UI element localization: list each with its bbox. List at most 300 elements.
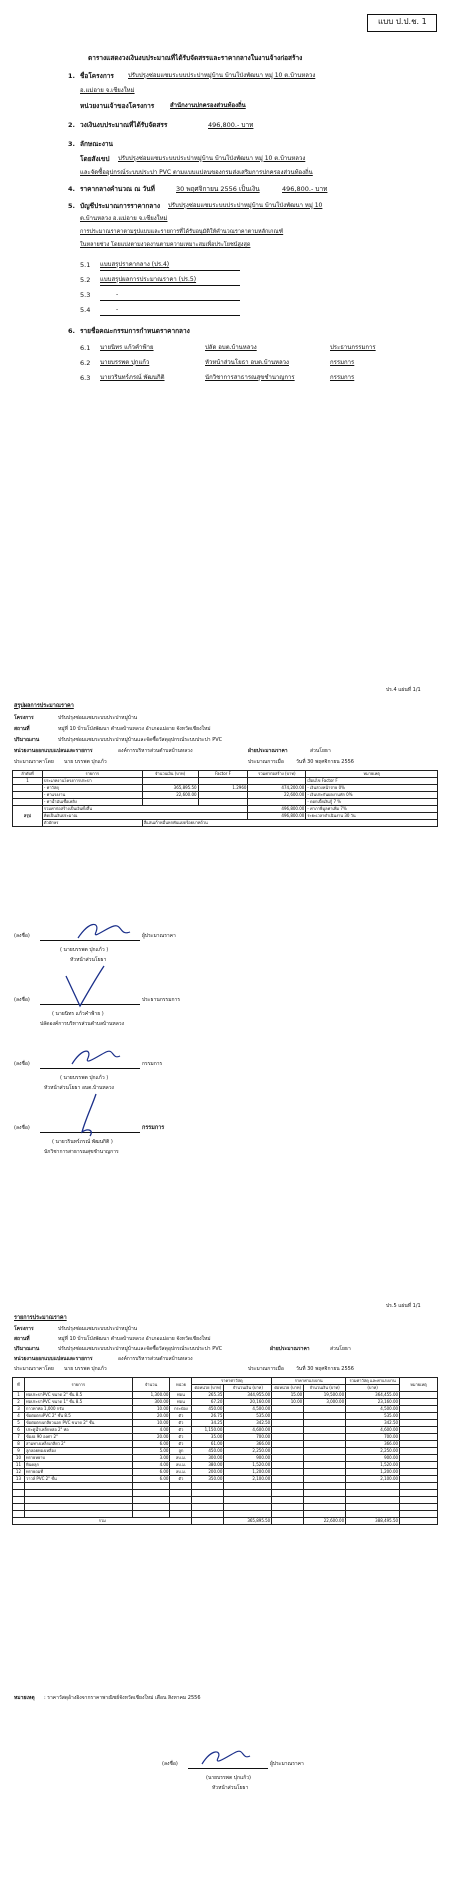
table-cell: [192, 1511, 224, 1518]
table-cell: 344,955.00: [224, 1392, 272, 1399]
item-5-1-label: 5.1: [80, 261, 91, 269]
p2-cell: - ค่าภาษีมูลค่าเพิ่ม 7%: [306, 806, 438, 813]
p2-sig-1-pos: หัวหน้าส่วนโยธา: [70, 957, 107, 963]
table-row: [13, 1399, 438, 1406]
owner-text: สำนักงานปกครองส่วนท้องถิ่น: [170, 102, 246, 109]
item-6-label: รายชื่อคณะกรรมการกำหนดราคากลาง: [80, 327, 190, 335]
p3-info-5-label: ประมาณราคาโดย: [14, 1366, 54, 1372]
item-1-text: ปรับปรุงซ่อมแซมระบบประปาหมู่บ้าน บ้านโป่งพัฒนา หมู่ 10 ต.บ้านหลวง: [128, 72, 316, 79]
table-cell: 3.00: [132, 1455, 170, 1462]
table-cell: [400, 1427, 438, 1434]
table-cell: [272, 1406, 304, 1413]
table-cell: ลบ.ม.: [170, 1469, 192, 1476]
table-cell: ลูกลอยทองเหลือง: [24, 1448, 132, 1455]
table-cell: [132, 1504, 170, 1511]
table-cell: กาวทาท่อ 1,000 กรัม: [24, 1406, 132, 1413]
table-cell: 20,160.00: [224, 1399, 272, 1406]
committee-2-pos: หัวหน้าส่วนโยธา อบต.บ้านหลวง: [205, 359, 289, 366]
table-cell: [24, 1483, 132, 1490]
table-cell: [304, 1448, 346, 1455]
table-cell: 4.00: [132, 1427, 170, 1434]
table-cell: [400, 1511, 438, 1518]
table-cell: [13, 1511, 25, 1518]
p2-sig-1-prefix: (ลงชื่อ): [14, 933, 30, 939]
table-cell: [272, 1413, 304, 1420]
table-cell: ตัว: [170, 1427, 192, 1434]
item-5-4-text: -: [116, 306, 119, 313]
p2-sig-4-name: ( นายวรินทร์ภรณ์ พัฒนกิติ ): [52, 1139, 113, 1145]
table-cell: 2,250.00: [224, 1448, 272, 1455]
table-cell: [272, 1511, 304, 1518]
item-5-text3: การประมาณราคาตามรูปแบบและรายการที่ได้รับอนุมัติให้คำนวณราคาตามหลักเกณฑ์: [80, 229, 284, 235]
table-cell: 6: [13, 1427, 25, 1434]
table-cell: 1,200.00: [346, 1469, 400, 1476]
table-cell: 6.00: [132, 1441, 170, 1448]
table-cell: 10.00: [132, 1406, 170, 1413]
table-cell: [272, 1490, 304, 1497]
owner-label: หน่วยงานเจ้าของโครงการ: [80, 102, 155, 110]
item-2-label: วงเงินงบประมาณที่ได้รับจัดสรร: [80, 121, 168, 129]
table-cell: 20.00: [132, 1413, 170, 1420]
p2-cell: - ค่าแรงงาน: [42, 792, 142, 799]
table-cell: [346, 1483, 400, 1490]
table-cell: 67.20: [192, 1399, 224, 1406]
item-1-label: ชื่อโครงการ: [80, 72, 114, 80]
table-cell: 4,600.00: [224, 1427, 272, 1434]
table-cell: 380.00: [192, 1462, 224, 1469]
p2-signature-3: [66, 1044, 126, 1070]
item-4-label: ราคากลางคำนวณ ณ วันที่: [80, 185, 155, 193]
table-cell: 5: [13, 1420, 25, 1427]
p2-cell: 474,200.00: [248, 785, 306, 792]
p2-sig-2-name: ( นายนิทร แก้วคำฟ้าย ): [52, 1011, 104, 1017]
table-cell: 1,200.00: [224, 1469, 272, 1476]
p2-cell: [248, 778, 306, 785]
table-cell: ตัว: [170, 1434, 192, 1441]
p2-cell: [248, 799, 306, 806]
table-cell: [170, 1490, 192, 1497]
table-cell: [13, 1504, 25, 1511]
table-cell: 61.00: [192, 1441, 224, 1448]
p2-sig-2-role: ประธานกรรมการ: [142, 997, 181, 1003]
p2-cell: - ดอกเบี้ยเงินกู้ 7 %: [306, 799, 438, 806]
table-row-empty: [13, 1483, 438, 1490]
table-cell: [304, 1434, 346, 1441]
table-cell: 365,895.50: [224, 1518, 272, 1525]
table-cell: [13, 1483, 25, 1490]
table-cell: 300.00: [192, 1455, 224, 1462]
p2-cell: - เงินประกันผลงานหัก 0%: [306, 792, 438, 799]
table-cell: [132, 1483, 170, 1490]
p2-cell: ระยะเวลาดำเนินงาน 30 วัน: [306, 813, 438, 820]
p2-summary-table: [12, 770, 438, 827]
committee-1-role: ประธานกรรมการ: [330, 344, 376, 351]
committee-2-no: 6.2: [80, 359, 91, 367]
p3-info-2-value: หมู่ที่ 10 บ้านโป่งพัฒนา ตำบลบ้านหลวง อำเภอแม่อาย จังหวัดเชียงใหม่: [58, 1336, 211, 1342]
committee-2-role: กรรมการ: [330, 359, 355, 366]
table-row: [13, 1413, 438, 1420]
item-5-3-line: [100, 300, 240, 301]
p3-sig-prefix: (ลงชื่อ): [162, 1761, 178, 1767]
p2-cell: สี่แสนเก้าหมื่นหกพันแปดร้อยบาทถ้วน: [142, 820, 437, 827]
item-3-label: ลักษณะงาน: [80, 140, 113, 148]
table-cell: [272, 1483, 304, 1490]
table-cell: [170, 1497, 192, 1504]
committee-3-pos: นักวิชาการสาธารณสุขชำนาญการ: [205, 374, 295, 381]
table-cell: [13, 1490, 25, 1497]
table-cell: ข้องอ 90 องศา 2": [24, 1434, 132, 1441]
p2-cell: เงื่อนไข Factor F: [306, 778, 438, 785]
table-cell: [192, 1490, 224, 1497]
committee-3-name: นายวรินทร์ภรณ์ พัฒนกิติ: [100, 374, 165, 381]
item-5-3-label: 5.3: [80, 291, 91, 299]
table-cell: 22,600.00: [304, 1518, 346, 1525]
p2-sig-4-pos: นักวิชาการสาธารณสุขชำนาญการ: [44, 1149, 119, 1155]
table-cell: [304, 1413, 346, 1420]
table-cell: 366.00: [224, 1441, 272, 1448]
table-cell: [192, 1497, 224, 1504]
p2-cell: - ค่าน้ำมันเชื้อเพลิง: [42, 799, 142, 806]
table-cell: [304, 1504, 346, 1511]
table-cell: ท่อน: [170, 1399, 192, 1406]
table-cell: [272, 1448, 304, 1455]
p2-info-4-label: หน่วยงานออกแบบแปลนและรายการ: [14, 748, 93, 754]
item-5-4-line: [100, 315, 240, 316]
p3-th-labor: ราคาค่าแรงงาน: [272, 1378, 346, 1385]
p2-summary-row: [13, 806, 438, 813]
table-cell: [170, 1504, 192, 1511]
table-cell: [400, 1399, 438, 1406]
table-cell: 26.75: [192, 1413, 224, 1420]
table-row: [13, 1448, 438, 1455]
p2-cell: 496,800.00: [248, 806, 306, 813]
item-5-1-line: [100, 270, 240, 271]
p3-th-total: รวมค่าวัสดุ และค่าแรงงาน: [346, 1378, 400, 1385]
form-code: แบบ ป.ป.ช. 1: [378, 17, 427, 26]
p3-th-no: ที่: [13, 1378, 25, 1392]
p2-cell: [142, 778, 198, 785]
table-cell: ท่อน: [170, 1392, 192, 1399]
table-cell: [272, 1441, 304, 1448]
p2-sig-3-prefix: (ลงชื่อ): [14, 1061, 30, 1067]
table-cell: 342.50: [224, 1420, 272, 1427]
table-cell: ลูก: [170, 1448, 192, 1455]
table-row: [13, 785, 438, 792]
p3-info-2-label: สถานที่: [14, 1336, 30, 1342]
table-cell: [24, 1490, 132, 1497]
table-cell: [400, 1434, 438, 1441]
p2-info-1-label: โครงการ: [14, 715, 34, 721]
table-row: [13, 1462, 438, 1469]
table-cell: [224, 1497, 272, 1504]
table-cell: [400, 1469, 438, 1476]
p2-signature-2: [60, 962, 110, 1012]
table-row: [13, 1392, 438, 1399]
p3-th-note: หมายเหตุ: [400, 1378, 438, 1392]
table-cell: 15.00: [272, 1392, 304, 1399]
p3-info-4-value: องค์การบริหารส่วนตำบลบ้านหลวง: [118, 1356, 193, 1362]
table-cell: [272, 1497, 304, 1504]
table-cell: [272, 1518, 304, 1525]
table-cell: 19,500.00: [304, 1392, 346, 1399]
p2-sig-2-prefix: (ลงชื่อ): [14, 997, 30, 1003]
table-row: [13, 799, 438, 806]
p3-sig-name: (นายบรรพต ปุกแก้ว): [206, 1775, 251, 1781]
table-cell: 11: [13, 1462, 25, 1469]
p3-info-3-label2: ฝ่ายประมาณราคา: [270, 1346, 310, 1352]
table-cell: ท่อประปาPVC ขนาด 2" ชั้น 8.5: [24, 1392, 132, 1399]
table-cell: ทรายหยาบ: [24, 1455, 132, 1462]
p2-info-4-value: องค์การบริหารส่วนตำบลบ้านหลวง: [118, 748, 193, 754]
table-cell: 12: [13, 1469, 25, 1476]
table-cell: ลบ.ม.: [170, 1462, 192, 1469]
p2-cell: รวมค่าก่อสร้างเป็นเงินทั้งสิ้น: [42, 806, 248, 813]
table-cell: [304, 1441, 346, 1448]
p2-signature-4: [74, 1092, 104, 1140]
table-cell: ตัว: [170, 1413, 192, 1420]
p2-sig-3-pos: หัวหน้าส่วนโยธา อบต.บ้านหลวง: [44, 1085, 114, 1091]
item-5-3-text: -: [116, 291, 119, 298]
table-cell: [400, 1420, 438, 1427]
table-cell: [400, 1455, 438, 1462]
table-cell: 3,000.00: [304, 1399, 346, 1406]
table-cell: [132, 1490, 170, 1497]
p2-info-5-label: ประมาณราคาโดย: [14, 759, 54, 765]
p2-cell: 365,895.50: [142, 785, 198, 792]
p3-th-sub: (บาท): [346, 1385, 400, 1392]
p2-cell: - เงินล่วงหน้าจ่าย 0%: [306, 785, 438, 792]
table-cell: 34.25: [192, 1420, 224, 1427]
p2-cell: [13, 792, 43, 799]
p2-sig-1-role: ผู้ประมาณราคา: [142, 933, 176, 939]
table-row-empty: [13, 1504, 438, 1511]
table-cell: [400, 1406, 438, 1413]
table-cell: [400, 1392, 438, 1399]
table-cell: ตัว: [170, 1476, 192, 1483]
table-cell: [400, 1504, 438, 1511]
p3-th-sub: ต่อหน่วย (บาท): [272, 1385, 304, 1392]
table-cell: 2,100.00: [346, 1476, 400, 1483]
table-cell: รวม: [13, 1518, 192, 1525]
table-cell: [224, 1483, 272, 1490]
table-cell: [304, 1455, 346, 1462]
table-cell: 342.50: [346, 1420, 400, 1427]
table-cell: [272, 1420, 304, 1427]
table-row: [13, 1427, 438, 1434]
table-cell: ทรายถมที่: [24, 1469, 132, 1476]
table-cell: 1,520.00: [346, 1462, 400, 1469]
page3-heading: รายการประมาณราคา: [14, 1315, 67, 1321]
p2-info-3-value: ปรับปรุงซ่อมแซมระบบประปาหมู่บ้านและจัดซื้อวัสดุอุปกรณ์ระบบประปา PVC: [58, 737, 223, 743]
table-cell: [170, 1483, 192, 1490]
p2-signature-1: [70, 918, 140, 944]
table-cell: [304, 1462, 346, 1469]
p2-cell: 22,600.00: [248, 792, 306, 799]
table-row-empty: [13, 1511, 438, 1518]
table-row: [13, 1441, 438, 1448]
table-cell: [224, 1504, 272, 1511]
table-cell: [346, 1497, 400, 1504]
table-cell: 5.00: [132, 1448, 170, 1455]
p3-sig-pos: หัวหน้าส่วนโยธา: [212, 1785, 249, 1791]
p2-th-amount: จำนวนเงิน (บาท): [142, 771, 198, 778]
item-5-1-text: แบบสรุปราคากลาง (ปร.4): [100, 261, 170, 268]
table-total-row: [13, 1518, 438, 1525]
table-cell: ลบ.ม.: [170, 1455, 192, 1462]
item-2-text: 496,800.- บาท: [208, 121, 254, 129]
table-cell: [272, 1504, 304, 1511]
p2-th-total: รวมค่าก่อสร้าง (บาท): [248, 771, 306, 778]
p2-th-note: หมายเหตุ: [306, 771, 438, 778]
table-cell: [24, 1497, 132, 1504]
item-5-num: 5.: [68, 202, 75, 210]
table-cell: [132, 1511, 170, 1518]
table-cell: [304, 1420, 346, 1427]
p3-th-sub: จำนวนเงิน (บาท): [304, 1385, 346, 1392]
p3-signature: [196, 1746, 256, 1770]
table-row: [13, 1420, 438, 1427]
table-row: [13, 1434, 438, 1441]
table-cell: 4,600.00: [346, 1427, 400, 1434]
table-cell: [304, 1476, 346, 1483]
committee-1-no: 6.1: [80, 344, 91, 352]
table-cell: 300.00: [132, 1399, 170, 1406]
table-cell: ประตูน้ำเหล็กหล่อ 2" ท่อ: [24, 1427, 132, 1434]
table-cell: [304, 1427, 346, 1434]
item-3-num: 3.: [68, 140, 75, 148]
table-cell: 200.00: [192, 1469, 224, 1476]
table-cell: 8: [13, 1441, 25, 1448]
p2-cell: [13, 799, 43, 806]
p2-th-no: ลำดับที่: [13, 771, 43, 778]
table-cell: 20.00: [132, 1434, 170, 1441]
table-cell: [304, 1406, 346, 1413]
table-cell: [400, 1441, 438, 1448]
table-cell: [272, 1469, 304, 1476]
table-cell: [400, 1413, 438, 1420]
page2-ref: ปร.4 แผ่นที่ 1/1: [386, 687, 421, 693]
table-cell: [192, 1518, 224, 1525]
p2-info-5-label2: ประมาณการเมื่อ: [248, 759, 284, 765]
table-cell: [400, 1518, 438, 1525]
item-2-num: 2.: [68, 121, 75, 129]
table-cell: 1,300.00: [132, 1392, 170, 1399]
p2-info-4-value2: ส่วนโยธา: [310, 748, 331, 754]
table-row: [13, 1406, 438, 1413]
page2-heading: สรุปผลการประมาณราคา: [14, 703, 74, 709]
table-cell: 350.00: [192, 1476, 224, 1483]
table-cell: [400, 1490, 438, 1497]
committee-3-no: 6.3: [80, 374, 91, 382]
table-cell: 7: [13, 1434, 25, 1441]
table-cell: กระป๋อง: [170, 1406, 192, 1413]
committee-1-name: นายนิทร แก้วคำฟ้าย: [100, 344, 154, 351]
p3-info-1-label: โครงการ: [14, 1326, 34, 1332]
p2-cell: 496,800.00: [248, 813, 306, 820]
table-cell: 535.00: [224, 1413, 272, 1420]
table-cell: 6.00: [132, 1469, 170, 1476]
p2-sig-1-name: ( นายบรรพต ปุกแก้ว ): [60, 947, 109, 953]
table-cell: วาวล์ PVC 2" ชั้น: [24, 1476, 132, 1483]
item-5-4-label: 5.4: [80, 306, 91, 314]
p3-info-5-value: นาย บรรพต ปุกแก้ว: [64, 1366, 107, 1372]
p2-cell: [13, 785, 43, 792]
item-5-label: บัญชีประมาณการราคากลาง: [80, 202, 161, 210]
table-row: [13, 778, 438, 785]
p2-cell: - ค่าวัสดุ: [42, 785, 142, 792]
p2-cell: คิดเป็นเงินประมาณ: [42, 813, 248, 820]
table-cell: 388,495.50: [346, 1518, 400, 1525]
table-cell: [304, 1469, 346, 1476]
p2-th-factor: Factor F: [198, 771, 248, 778]
table-cell: [224, 1490, 272, 1497]
table-cell: 6.00: [132, 1476, 170, 1483]
p2-table-header: [13, 771, 438, 778]
page-title: ตารางแสดงวงเงินงบประมาณที่ได้รับจัดสรรและราคากลางในงานจ้างก่อสร้าง: [88, 54, 303, 62]
table-cell: 10.00: [132, 1420, 170, 1427]
item-4-text: 30 พฤศจิกายน 2556 เป็นเงิน: [176, 185, 260, 193]
table-cell: [304, 1490, 346, 1497]
table-cell: [272, 1434, 304, 1441]
p3-th-item: รายการ: [24, 1378, 132, 1392]
p2-info-2-label: สถานที่: [14, 726, 30, 732]
table-cell: ท่อประปาPVC ขนาด 1" ชั้น 8.5: [24, 1399, 132, 1406]
table-cell: [272, 1455, 304, 1462]
p3-th-sub: ต่อหน่วย (บาท): [192, 1385, 224, 1392]
p3-note-label: หมายเหตุ: [14, 1695, 35, 1701]
table-cell: 450.00: [192, 1406, 224, 1413]
table-cell: 364,455.00: [346, 1392, 400, 1399]
table-row: [13, 1476, 438, 1483]
table-cell: [400, 1497, 438, 1504]
table-row: [13, 792, 438, 799]
table-cell: [304, 1497, 346, 1504]
table-cell: [224, 1511, 272, 1518]
table-cell: 1,520.00: [224, 1462, 272, 1469]
p3-th-unit: หน่วย: [170, 1378, 192, 1392]
table-cell: 10: [13, 1455, 25, 1462]
p3-info-1-value: ปรับปรุงซ่อมแซมระบบประปาหมู่บ้าน: [58, 1326, 138, 1332]
table-cell: [272, 1427, 304, 1434]
p2-cell: 1.2960: [198, 785, 248, 792]
p2-sig-4-role: กรรมการ: [142, 1125, 165, 1131]
table-cell: 450.00: [192, 1448, 224, 1455]
p2-cell: 22,600.00: [142, 792, 198, 799]
table-cell: 35.00: [192, 1434, 224, 1441]
table-cell: 700.00: [224, 1434, 272, 1441]
p2-cell: [198, 792, 248, 799]
item-3b-label: โดยสังเขป: [80, 155, 110, 163]
p2-cell: 1: [13, 778, 43, 785]
table-cell: 3: [13, 1406, 25, 1413]
table-cell: 2,250.00: [346, 1448, 400, 1455]
item-5-text: ปรับปรุงซ่อมแซมระบบประปาหมู่บ้าน บ้านโป่งพัฒนา หมู่ 10: [168, 202, 323, 209]
p2-sig-2-pos: ปลัดองค์การบริหารส่วนตำบลบ้านหลวง: [40, 1021, 125, 1027]
page3-ref: ปร.5 แผ่นที่ 1/1: [386, 1303, 421, 1309]
p3-sig-role: ผู้ประมาณราคา: [270, 1761, 304, 1767]
p3-info-3-value2: ส่วนโยธา: [330, 1346, 351, 1352]
table-cell: 2,100.00: [224, 1476, 272, 1483]
table-cell: 1,150.00: [192, 1427, 224, 1434]
table-cell: [272, 1462, 304, 1469]
item-4-num: 4.: [68, 185, 75, 193]
table-cell: [400, 1448, 438, 1455]
table-cell: [400, 1476, 438, 1483]
table-cell: [132, 1497, 170, 1504]
p2-cell: [198, 799, 248, 806]
table-row: [13, 1455, 438, 1462]
table-cell: [192, 1483, 224, 1490]
